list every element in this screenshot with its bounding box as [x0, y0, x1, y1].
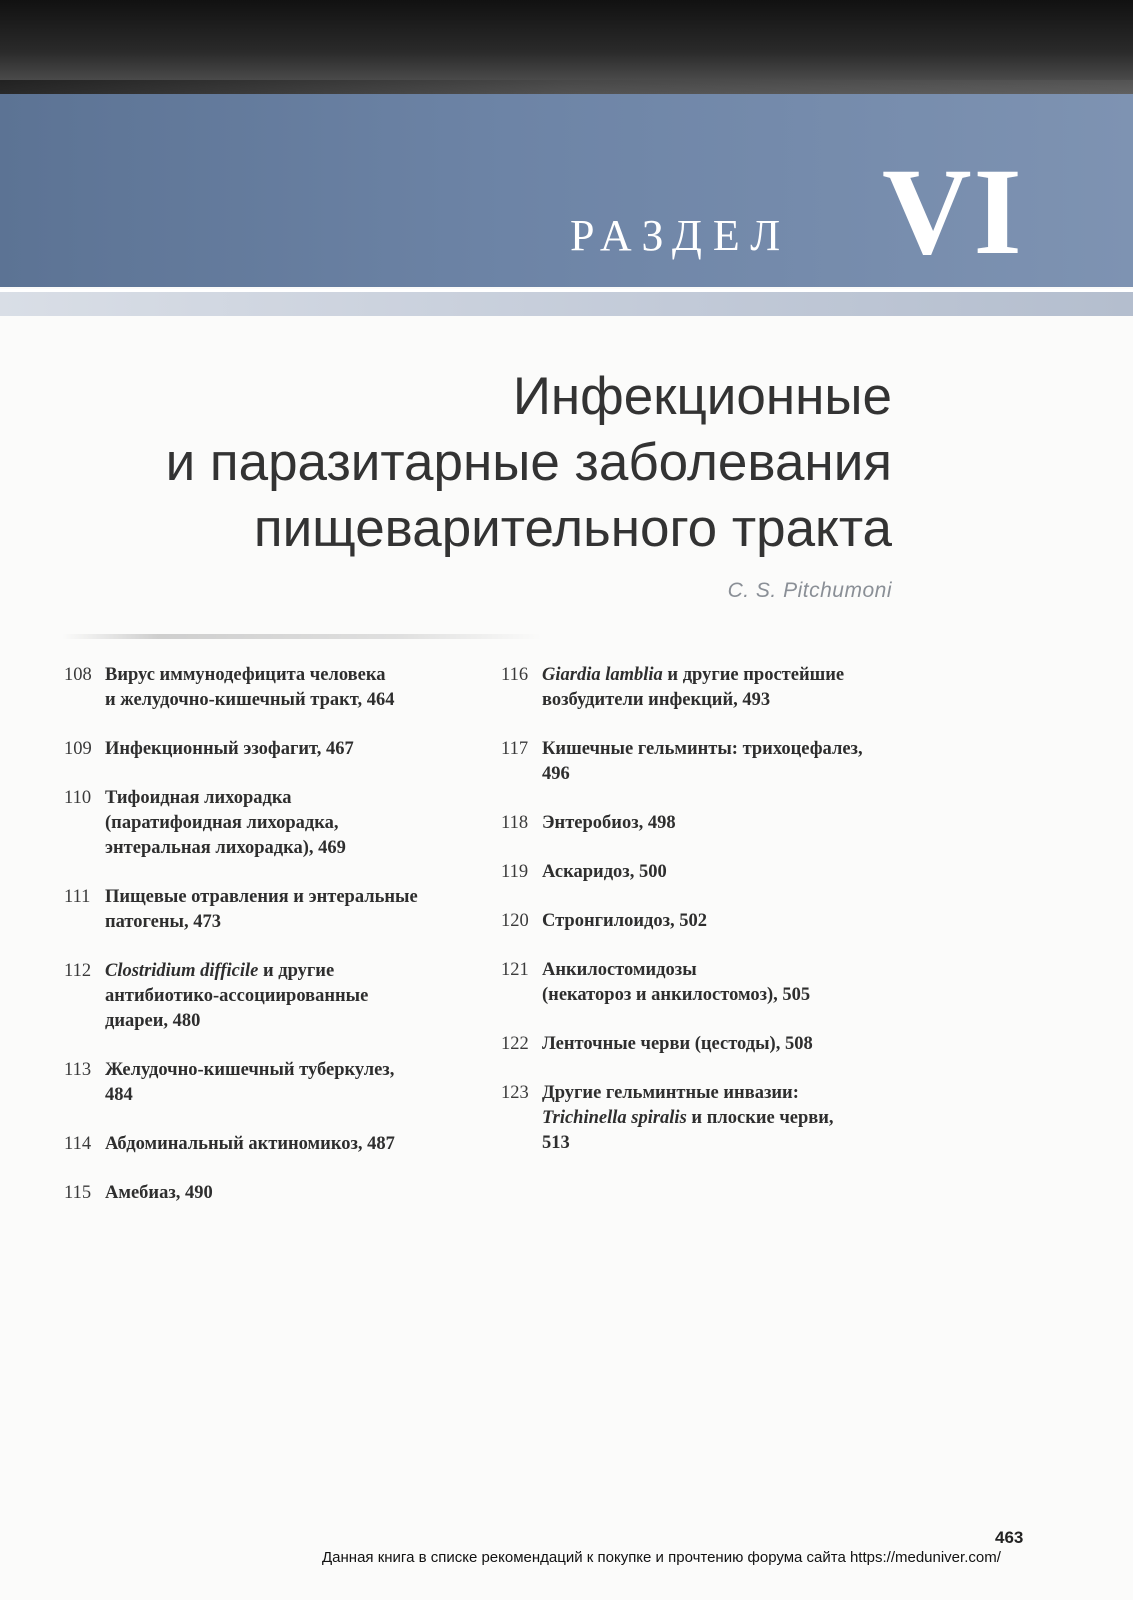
chapter-title: [542, 811, 921, 836]
chapter-title: [542, 1081, 921, 1156]
title-line-2: и паразитарные заболевания: [165, 433, 892, 492]
title-line-3: пищеварительного тракта: [253, 499, 892, 558]
chapter-title-line: Тифоидная лихорадка: [105, 788, 292, 808]
chapter-title-line: Абдоминальный актиномикоз, 487: [105, 1134, 395, 1154]
toc-item-120[interactable]: [501, 909, 921, 934]
chapter-title-line: Пищевые отравления и энтеральные: [105, 887, 418, 907]
chapter-title: [542, 958, 921, 1008]
section-title: [166, 364, 892, 562]
chapter-number: 117: [501, 739, 529, 759]
chapter-title-italic: Giardia lamblia: [542, 665, 663, 685]
chapter-title-italic: Trichinella spiralis: [542, 1108, 687, 1128]
chapter-title: [542, 860, 921, 885]
chapter-title-line: Ленточные черви (цестоды), 508: [542, 1034, 813, 1054]
toc-item-108[interactable]: [64, 663, 484, 713]
chapter-title: [105, 1181, 484, 1206]
chapter-title: [105, 737, 484, 762]
chapter-number: 112: [64, 961, 92, 981]
chapter-number: 114: [64, 1134, 92, 1154]
chapter-number: 111: [64, 887, 91, 907]
chapter-title-line: Желудочно-кишечный туберкулез,: [105, 1060, 395, 1080]
chapter-number: 118: [501, 813, 529, 833]
chapter-title: [105, 959, 484, 1034]
toc-item-122[interactable]: [501, 1032, 921, 1057]
chapter-number: 115: [64, 1183, 92, 1203]
toc-item-121[interactable]: [501, 958, 921, 1008]
toc-item-115[interactable]: [64, 1181, 484, 1206]
chapter-title-line: и другие простейшие: [662, 665, 845, 685]
divider: [62, 634, 542, 639]
chapter-title-line: (паратифоидная лихорадка,: [105, 813, 339, 833]
toc-item-118[interactable]: [501, 811, 921, 836]
toc-item-109[interactable]: [64, 737, 484, 762]
chapter-number: 121: [501, 960, 529, 980]
chapter-number: 122: [501, 1034, 529, 1054]
chapter-title: [542, 909, 921, 934]
chapter-title-line: 496: [542, 764, 570, 784]
chapter-title-line: Другие гельминтные инвазии:: [542, 1083, 799, 1103]
chapter-title-line: (некатороз и анкилостомоз), 505: [542, 985, 811, 1005]
chapter-title: [542, 737, 921, 787]
chapter-title-line: диареи, 480: [105, 1011, 201, 1031]
chapter-title-line: Стронгилоидоз, 502: [542, 911, 708, 931]
chapter-title-line: Инфекционный эзофагит, 467: [105, 739, 354, 759]
chapter-title-line: и другие: [258, 961, 335, 981]
author: C. S. Pitchumoni: [727, 579, 892, 602]
chapter-title-line: антибиотико-ассоциированные: [105, 986, 369, 1006]
chapter-title-line: Аскаридоз, 500: [542, 862, 667, 882]
chapter-title: [105, 885, 484, 935]
chapter-title-line: Анкилостомидозы: [542, 960, 697, 980]
chapter-title: [542, 1032, 921, 1057]
section-word: РАЗДЕЛ: [570, 211, 792, 260]
chapter-title-italic: Clostridium difficile: [105, 961, 259, 981]
chapter-title-line: и плоские черви,: [686, 1108, 834, 1128]
chapter-number: 119: [501, 862, 529, 882]
section-number: VI: [882, 143, 1024, 280]
chapter-number: 108: [64, 665, 92, 685]
chapter-title-line: Энтеробиоз, 498: [542, 813, 676, 833]
chapter-number: 113: [64, 1060, 92, 1080]
toc-item-113[interactable]: [64, 1058, 484, 1108]
chapter-title-line: и желудочно-кишечный тракт, 464: [105, 690, 395, 710]
footer-note: Данная книга в списке рекомендаций к покупке и прочтению форума сайта https://meduniver.com/: [322, 1549, 1001, 1566]
chapter-title-line: Амебиаз, 490: [105, 1183, 213, 1203]
page-number: 463: [995, 1528, 1024, 1547]
chapter-title-line: 513: [542, 1133, 570, 1153]
toc-item-119[interactable]: [501, 860, 921, 885]
toc-item-111[interactable]: [64, 885, 484, 935]
toc-item-112[interactable]: [64, 959, 484, 1034]
toc-item-116[interactable]: [501, 663, 921, 713]
chapter-number: 110: [64, 788, 92, 808]
chapter-number: 109: [64, 739, 92, 759]
toc-item-117[interactable]: [501, 737, 921, 787]
toc-right-column: [501, 663, 921, 1180]
chapter-title: [105, 1132, 484, 1157]
toc-item-123[interactable]: [501, 1081, 921, 1156]
chapter-number: 120: [501, 911, 529, 931]
chapter-title: [105, 786, 484, 861]
banner-strip: [0, 292, 1133, 316]
chapter-title-line: энтеральная лихорадка), 469: [105, 838, 346, 858]
toc-left-column: [64, 663, 484, 1230]
chapter-title: [105, 1058, 484, 1108]
chapter-title-line: Кишечные гельминты: трихоцефалез,: [542, 739, 863, 759]
chapter-title-line: патогены, 473: [105, 912, 221, 932]
chapter-title-line: Вирус иммунодефицита человека: [105, 665, 386, 685]
chapter-title: [542, 663, 921, 713]
chapter-number: 123: [501, 1083, 529, 1103]
toc-item-114[interactable]: [64, 1132, 484, 1157]
chapter-title-line: 484: [105, 1085, 133, 1105]
chapter-title-line: возбудители инфекций, 493: [542, 690, 771, 710]
title-line-1: Инфекционные: [512, 367, 892, 426]
chapter-number: 116: [501, 665, 529, 685]
toc-item-110[interactable]: [64, 786, 484, 861]
chapter-title: [105, 663, 484, 713]
